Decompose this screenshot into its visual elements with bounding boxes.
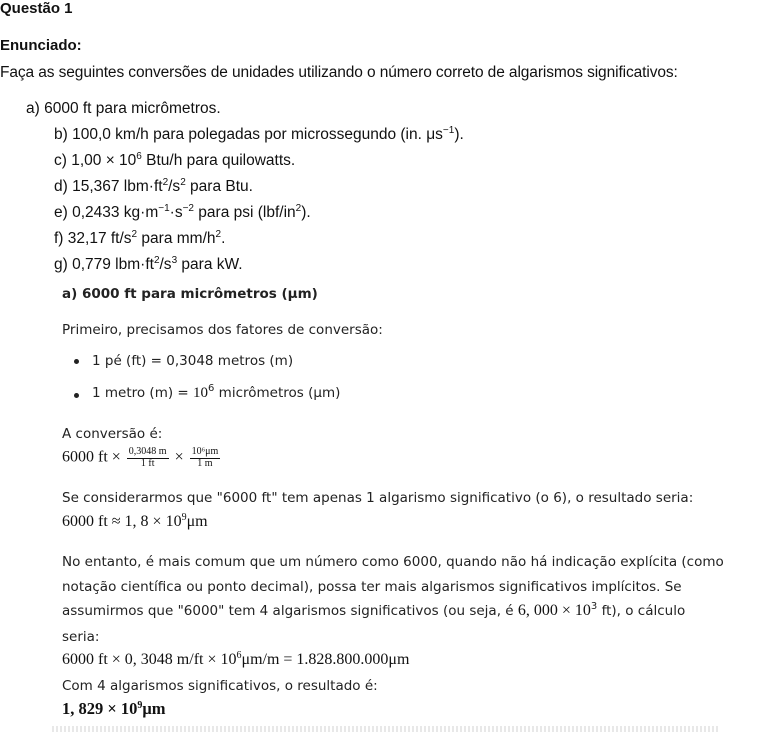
conversion-expression: 6000 ft × $\frac{0,3048 m}{1 ft}$ × $\frac{\text{10⁶μm}}{1 m}$ xyxy=(62,446,219,469)
fraction-ft-to-m: $\frac{0,3048 m}{1 ft}$ xyxy=(128,446,167,469)
answer-title: a) 6000 ft para micrômetros (μm) xyxy=(62,286,318,302)
explanation-line-1: No entanto, é mais comum que um número como 6000, quando não há indicação explícita (como xyxy=(62,554,724,570)
item-g: g) 0,779 $lbm\cdot ft^2/s^3$ para kW. xyxy=(54,255,243,273)
statement-intro: Faça as seguintes conversões de unidades utilizando o número correto de algarismos significativos: xyxy=(0,64,678,81)
item-e: e) 0,2433 $kg\cdot m^{-1}\cdot s^{-2}$ para psi $(lbf/in^2)$. xyxy=(54,203,311,221)
explanation-line-2: notação científica ou ponto decimal), possa ter mais algarismos significativos implícitos. Se xyxy=(62,579,682,595)
conversion-label: A conversão é: xyxy=(62,426,163,442)
full-calculation: 6000 ft × 0, 3048 $m/ft \times 10^6\mu m/m = 1.828.800.000\mu m$ xyxy=(62,650,410,668)
bullet-dot xyxy=(74,393,79,398)
bullet-dot xyxy=(74,359,79,364)
item-d: d) 15,367 $lbm\cdot ft^2/s^2$ para Btu. xyxy=(54,177,253,195)
four-sigfig-note: Com 4 algarismos significativos, o resultado é: xyxy=(62,678,378,694)
bullet-item-ft: 1 pé (ft) = 0,3048 metros (m) xyxy=(92,353,294,369)
answer-intro: Primeiro, precisamos dos fatores de conversão: xyxy=(62,322,383,338)
item-c: c) $1,00 \times 10^6$ Btu/h para quilowatts. xyxy=(54,151,296,169)
cutoff-divider xyxy=(52,726,720,732)
explanation-line-4: seria: xyxy=(62,629,100,645)
fraction-m-to-um: $\frac{\text{10⁶μm}}{1 m}$ xyxy=(191,446,219,469)
item-b: b) 100,0 km/h para polegadas por microssegundo (in. $\mu s^{-1}$). xyxy=(54,125,464,143)
explanation-line-3: assumirmos que "6000" tem 4 algarismos significativos (ou seja, é 6, $000 \times 10^3$ ft), o cálculo xyxy=(62,601,686,619)
statement-label: Enunciado: xyxy=(0,37,82,54)
item-f: f) 32,17 $ft/s^2$ para $mm/h^2$. xyxy=(54,229,226,247)
item-a: a) 6000 ft para micrômetros. xyxy=(26,100,221,117)
final-result: 1, $829 \times 10^9\mu m$ xyxy=(62,699,166,718)
one-sigfig-note: Se considerarmos que "6000 ft" tem apenas 1 algarismo significativo (o 6), o resultado seria: xyxy=(62,490,694,506)
result-one-sigfig: 6000 ft ≈ 1, $8 \times 10^9\mu m$ xyxy=(62,512,208,530)
question-title: Questão 1 xyxy=(0,0,73,17)
bullet-item-m: 1 metro $(m) = 10^6$ micrômetros (μm) xyxy=(92,383,341,401)
